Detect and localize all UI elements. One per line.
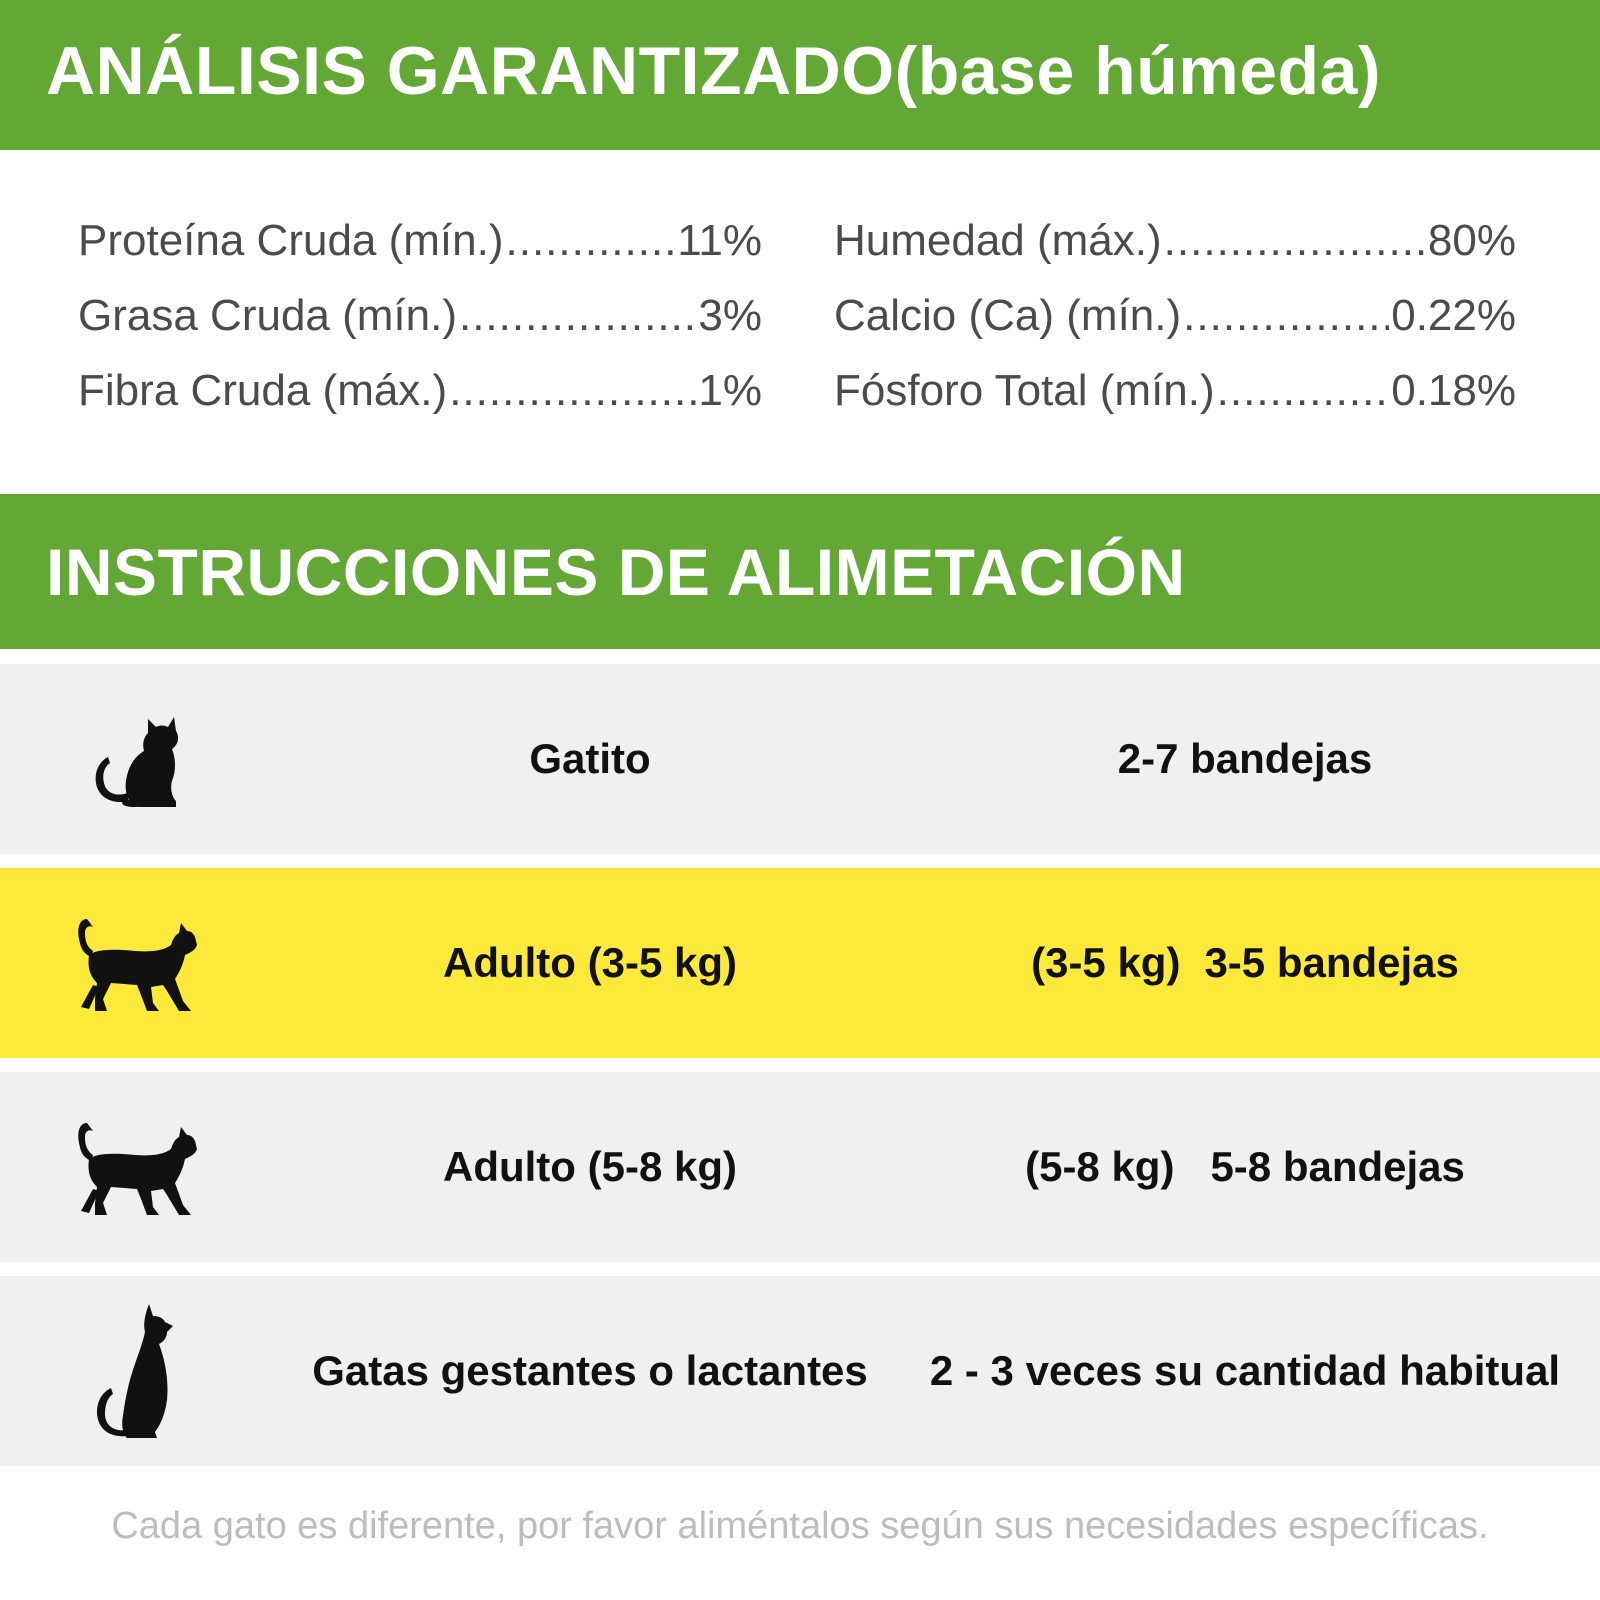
dot-leader [506,216,676,266]
feeding-amount-value: 5-8 bandejas [1210,1143,1465,1190]
analysis-value: 0.18% [1391,366,1516,415]
feeding-header [0,494,1600,649]
analysis-label: Humedad (máx.) [834,216,1162,265]
analysis-value: 0.22% [1391,291,1516,340]
dot-leader [459,291,696,341]
feeding-stage: Adulto (3-5 kg) [443,939,737,986]
analysis-label: Calcio (Ca) (mín.) [834,291,1182,340]
analysis-left-column [78,216,762,441]
feeding-amount [900,1143,1590,1191]
analysis-value: 1% [698,366,762,415]
sitting-cat-icon [70,1304,200,1438]
analysis-header [0,0,1600,150]
analysis-label: Grasa Cruda (mín.) [78,291,457,340]
feeding-row-adult-5-8 [0,1072,1600,1262]
feeding-row-kitten [0,664,1600,854]
sitting-kitten-icon [70,711,200,807]
feeding-stage: Gatito [529,735,651,782]
analysis-row-phosphorus [834,366,1516,441]
feeding-stage: Adulto (5-8 kg) [443,1143,737,1190]
analysis-row-fat [78,291,762,366]
analysis-row-moisture [834,216,1516,291]
feeding-title: INSTRUCCIONES DE ALIMETACIÓN [46,534,1186,609]
feeding-amount-value: 2-7 bandejas [1117,735,1373,782]
analysis-value: 80% [1427,216,1516,265]
feeding-amount [900,1347,1590,1395]
feeding-amount-value: 2 - 3 veces su cantidad habitual [929,1347,1561,1394]
walking-cat-icon [70,1115,200,1219]
analysis-right-column [834,216,1516,441]
analysis-label: Proteína Cruda (mín.) [78,216,504,265]
analysis-label: Fibra Cruda (máx.) [78,366,448,415]
footnote: Cada gato es diferente, por favor aliméntalos según sus necesidades específicas. [111,1505,1489,1547]
analysis-row-calcium [834,291,1516,366]
analysis-row-fiber [78,366,762,441]
feeding-row-adult-3-5 [0,868,1600,1058]
dot-leader [1164,216,1426,266]
feeding-weight-range: (3-5 kg) [1031,939,1181,986]
feeding-stage: Gatas gestantes o lactantes [312,1347,868,1394]
feeding-amount [900,939,1590,987]
feeding-weight-range: (5-8 kg) [1025,1143,1175,1190]
analysis-value: 11% [677,216,762,265]
dot-leader [1217,366,1390,416]
feeding-amount [900,735,1590,783]
dot-leader [1183,291,1389,341]
analysis-label: Fósforo Total (mín.) [834,366,1215,415]
feeding-row-pregnant [0,1276,1600,1466]
dot-leader [449,366,696,416]
analysis-title: ANÁLISIS GARANTIZADO(base húmeda) [46,33,1382,109]
feeding-amount-value: 3-5 bandejas [1204,939,1459,986]
walking-cat-icon [70,911,200,1015]
analysis-row-protein [78,216,762,291]
analysis-value: 3% [698,291,762,340]
